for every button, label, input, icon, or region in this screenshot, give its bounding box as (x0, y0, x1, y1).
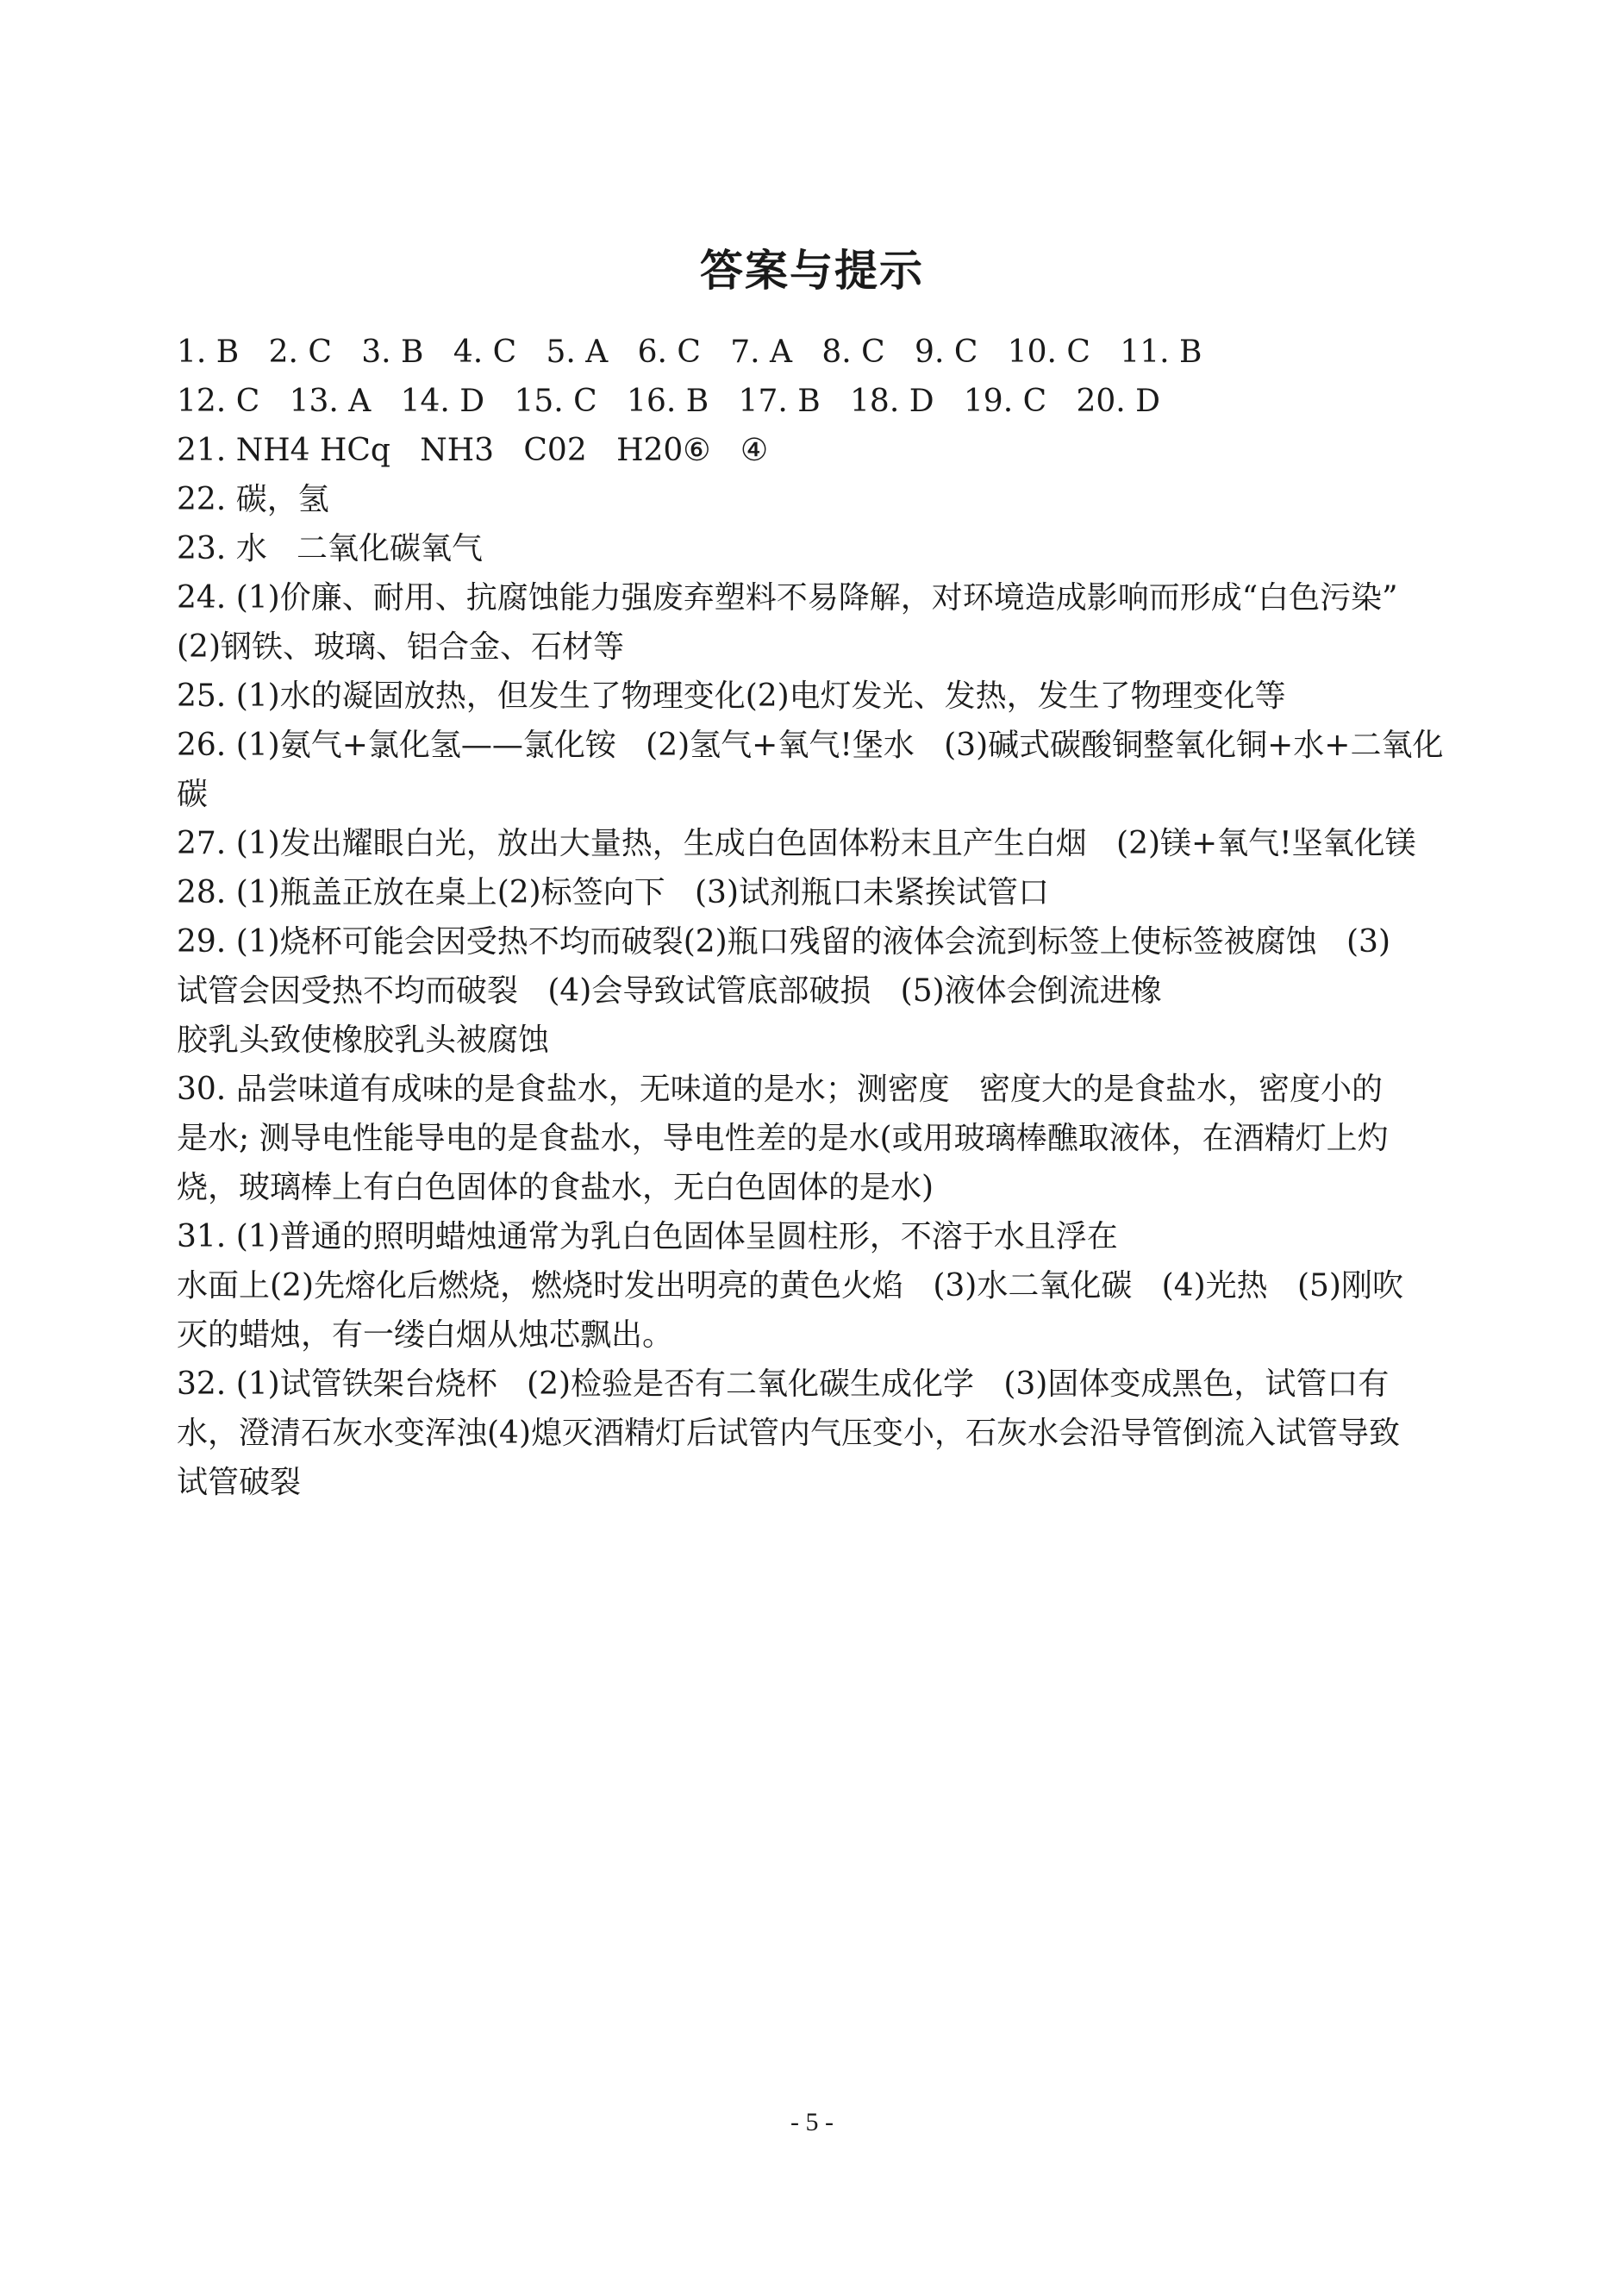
page-number: - 5 - (790, 2108, 834, 2136)
answer-line: 胶乳头致使橡胶乳头被腐蚀 (177, 1022, 550, 1058)
answer-line: 碳 (177, 777, 209, 812)
answer-line: 22. 碳，氢 (177, 482, 329, 517)
answer-line: 是水; 测导电性能导电的是食盐水，导电性差的是水(或用玻璃棒醮取液体，在酒精灯上灼 (177, 1121, 1389, 1156)
answer-list (177, 328, 1470, 1507)
answer-line: 烧，玻璃棒上有白色固体的食盐水，无白色固体的是水) (177, 1170, 934, 1205)
answer-line: 24. (1)价廉、耐用、抗腐蚀能力强废弃塑料不易降解，对环境造成影响而形成“白色污染” (177, 580, 1398, 616)
answer-line: 试管会因受热不均而破裂 (4)会导致试管底部破损 (5)液体会倒流进橡 (177, 973, 1162, 1009)
answer-line: 12. C 13. A 14. D 15. C 16. B 17. B 18. D 19. C 20. D (177, 384, 1161, 419)
answer-line: 32. (1)试管铁架台烧杯 (2)检验是否有二氧化碳生成化学 (3)固体变成黑色，试管口有 (177, 1366, 1390, 1402)
answer-line: 1. B 2. C 3. B 4. C 5. A 6. C 7. A 8. C 9. C 10. C 11. B (177, 335, 1202, 370)
answer-line: 23. 水 二氧化碳氧气 (177, 531, 484, 566)
answer-line: 21. NH4 HCq NH3 C02 H20⑥ ④ (177, 433, 769, 468)
answer-line: 水面上(2)先熔化后燃烧，燃烧时发出明亮的黄色火焰 (3)水二氧化碳 (4)光热 (5)刚吹 (177, 1268, 1403, 1304)
answer-line: (2)钢铁、玻璃、铝合金、石材等 (177, 629, 624, 665)
answer-line: 试管破裂 (177, 1465, 302, 1500)
answer-line: 25. (1)水的凝固放热，但发生了物理变化(2)电灯发光、发热，发生了物理变化等 (177, 678, 1286, 714)
answer-line: 28. (1)瓶盖正放在桌上(2)标签向下 (3)试剂瓶口未紧挨试管口 (177, 875, 1050, 910)
answer-line: 灭的蜡烛，有一缕白烟从烛芯飘出。 (177, 1317, 674, 1353)
answer-line: 27. (1)发出耀眼白光，放出大量热，生成白色固体粉末且产生白烟 (2)镁+氧气!坚氧化镁 (177, 826, 1416, 861)
answer-line: 31. (1)普通的照明蜡烛通常为乳白色固体呈圆柱形，不溶于水且浮在 (177, 1219, 1118, 1254)
answer-line: 30. 品尝味道有成味的是食盐水，无味道的是水；测密度 密度大的是食盐水，密度小的 (177, 1072, 1384, 1107)
answer-line: 水，澄清石灰水变浑浊(4)熄灭酒精灯后试管内气压变小，石灰水会沿导管倒流入试管导致 (177, 1416, 1400, 1451)
answer-line: 29. (1)烧杯可能会因受热不均而破裂(2)瓶口残留的液体会流到标签上使标签被腐蚀 (3) (177, 924, 1391, 960)
page-title: 答案与提示 (700, 245, 924, 296)
answer-line: 26. (1)氨气+氯化氢——氯化铵 (2)氢气+氧气!堡水 (3)碱式碳酸铜整氧化铜+水+二氧化 (177, 728, 1444, 763)
